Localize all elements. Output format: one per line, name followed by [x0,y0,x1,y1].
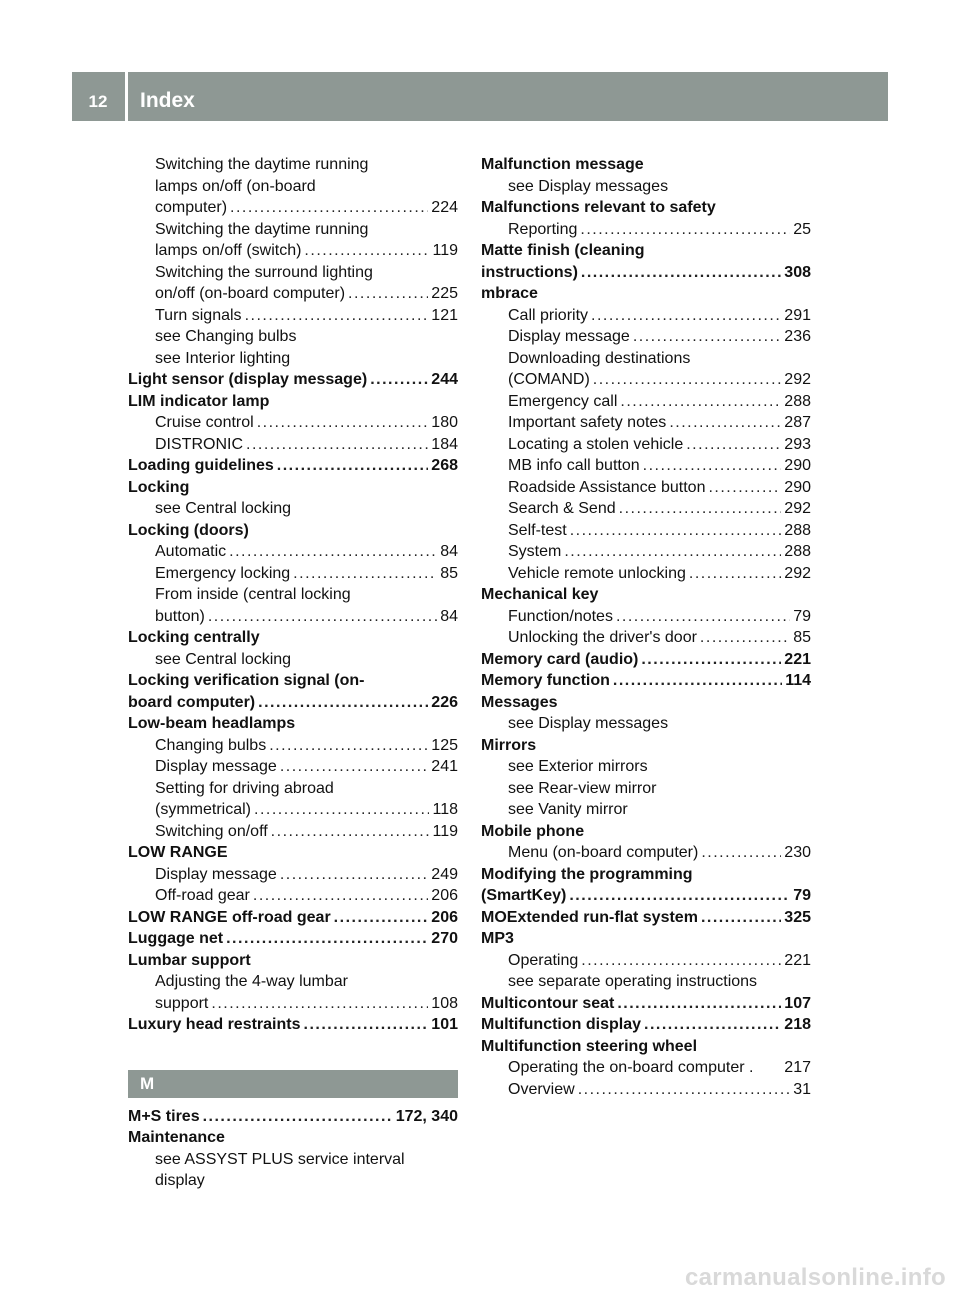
leader-dots [348,283,428,305]
entry-label: see separate operating instructions [508,973,758,990]
page-reference[interactable]: 249 [431,865,458,883]
index-heading [481,692,811,714]
page-reference[interactable]: 79 [793,607,811,625]
page-reference[interactable]: 241 [431,758,458,775]
leader-dots [258,692,428,714]
entry-label: Display message [155,865,277,883]
index-subentry [481,369,811,391]
leader-dots [633,326,781,348]
page-reference[interactable]: 218 [784,1016,811,1033]
entry-label: Search & Send [508,500,616,517]
index-subentry [481,842,811,864]
entry-label: Multicontour seat [481,994,615,1012]
index-heading [481,670,811,692]
index-subentry [128,176,458,198]
index-subentry [481,799,811,821]
index-subentry [481,563,811,585]
page-reference[interactable]: 325 [784,908,811,926]
leader-dots [280,756,428,778]
leader-dots [580,219,790,241]
entry-label: System [508,543,562,560]
page-reference[interactable]: 292 [784,500,811,517]
index-subentry [128,885,458,907]
leader-dots [617,993,781,1015]
index-heading [128,670,458,692]
entry-label: From inside (central locking [155,586,351,603]
page-reference[interactable]: 101 [431,1016,458,1033]
entry-label: M+S tires [128,1107,200,1125]
index-subentry [481,541,811,563]
leader-dots [269,735,428,757]
index-subentry [128,541,458,563]
entry-label: Unlocking the driver's door [508,629,697,646]
entry-label: see Rear-view mirror [508,779,657,797]
index-heading [128,1106,458,1128]
page-reference[interactable]: 172, 340 [395,1107,458,1125]
page-reference[interactable]: 308 [784,263,811,281]
entry-label: Operating the on-board computer . [508,1059,754,1076]
page-reference[interactable]: 268 [431,457,458,474]
entry-label: lamps on/off (on-board [155,177,316,195]
leader-dots [304,240,429,262]
page-reference[interactable]: 288 [784,392,811,410]
index-subentry [128,799,458,821]
section-letter-bar: M [128,1070,458,1098]
index-heading [128,1014,458,1036]
entry-label: Vehicle remote unlocking [508,564,686,582]
index-heading [481,154,811,176]
header-divider [125,72,128,121]
page-reference[interactable]: 293 [784,435,811,453]
index-subentry [128,154,458,176]
entry-label: Switching the surround lighting [155,263,373,281]
index-heading [128,907,458,929]
leader-dots [700,627,790,649]
entry-label: on/off (on-board computer) [155,285,346,302]
leader-dots [581,262,781,284]
entry-label: (symmetrical) [155,801,251,818]
entry-label: Mobile phone [481,822,585,840]
entry-label: see Display messages [508,177,669,195]
page-reference[interactable]: 25 [793,220,811,238]
entry-label: Downloading destinations [508,349,691,367]
page-reference[interactable]: 119 [432,822,458,840]
entry-label: see ASSYST PLUS service interval [155,1150,405,1168]
entry-label: MB info call button [508,457,640,474]
page-reference[interactable]: 221 [784,650,811,668]
index-heading [128,627,458,649]
index-subentry [128,864,458,886]
page-reference[interactable]: 288 [784,521,811,539]
page-reference[interactable]: 31 [793,1080,811,1098]
index-heading [481,1014,811,1036]
entry-label: Emergency call [508,392,618,410]
index-heading [128,455,458,477]
page-reference[interactable]: 226 [431,693,458,711]
index-heading [128,950,458,972]
entry-label: Locking centrally [128,629,260,646]
page-title: Index [140,89,195,112]
page-reference[interactable]: 125 [431,736,458,754]
index-heading [128,520,458,542]
entry-label: Switching on/off [155,822,268,840]
entry-label: computer) [155,199,228,216]
entry-label: board computer) [128,693,256,711]
leader-dots [619,498,782,520]
leader-dots [701,907,781,929]
entry-label: see Exterior mirrors [508,758,648,775]
index-heading [128,928,458,950]
entry-label: support [155,994,209,1012]
entry-label: DISTRONIC [155,435,243,453]
index-subentry [128,971,458,993]
index-subentry [128,735,458,757]
leader-dots [620,391,781,413]
index-subentry [128,305,458,327]
index-subentry [481,950,811,972]
leader-dots [226,928,428,950]
entry-label: Locating a stolen vehicle [508,435,684,453]
index-subentry [481,176,811,198]
page-reference[interactable]: 225 [431,285,458,302]
index-subentry [481,219,811,241]
index-subentry [128,326,458,348]
leader-dots [570,520,782,542]
entry-label: see Central locking [155,500,292,517]
entry-label: Call priority [508,306,589,324]
index-subentry [128,498,458,520]
entry-label: see Display messages [508,715,669,732]
leader-dots [591,305,781,327]
index-subentry [128,412,458,434]
entry-label: see Vanity mirror [508,801,628,818]
page-reference[interactable]: 206 [431,908,458,926]
leader-dots [644,1014,781,1036]
index-subentry [481,412,811,434]
entry-label: Operating [508,951,579,969]
page-reference[interactable]: 121 [431,306,458,324]
page-reference[interactable]: 118 [432,801,458,818]
index-subentry [128,348,458,370]
entry-label: Malfunction message [481,156,644,173]
page-reference[interactable]: 270 [431,930,458,947]
entry-label: Multifunction steering wheel [481,1037,698,1055]
index-subentry [481,1057,811,1079]
entry-label: Roadside Assistance button [508,478,706,496]
index-heading [481,821,811,843]
page-reference[interactable]: 291 [784,306,811,324]
leader-dots [230,197,428,219]
entry-label: Switching the daytime running [155,156,369,173]
leader-dots [701,842,781,864]
leader-dots [277,455,429,477]
page-reference[interactable]: 288 [784,543,811,560]
index-subentry [481,391,811,413]
page-reference[interactable]: 292 [784,371,811,388]
entry-label: LIM indicator lamp [128,392,270,410]
entry-label: see Central locking [155,650,292,668]
leader-dots [211,993,428,1015]
index-heading [128,842,458,864]
leader-dots [304,1014,429,1036]
entry-label: instructions) [481,263,578,281]
leader-dots [257,412,429,434]
page-reference[interactable]: 85 [440,564,458,582]
entry-label: LOW RANGE off-road gear [128,908,331,926]
leader-dots [253,885,428,907]
leader-dots [280,864,428,886]
leader-dots [293,563,437,585]
page-reference[interactable]: 180 [431,414,458,431]
leader-dots [208,606,437,628]
entry-label: Mirrors [481,736,537,754]
index-heading [481,928,811,950]
index-subentry [128,821,458,843]
entry-label: (COMAND) [508,371,590,388]
leader-dots [641,649,781,671]
entry-label: MP3 [481,930,514,947]
index-subentry [481,756,811,778]
index-heading [481,240,811,262]
index-subentry [128,584,458,606]
index-subentry [128,1170,458,1192]
index-subentry [128,240,458,262]
leader-dots [246,434,428,456]
index-heading [481,1036,811,1058]
leader-dots [613,670,782,692]
entry-label: Light sensor (display message) [128,371,368,388]
index-subentry [481,498,811,520]
page-reference[interactable]: 230 [784,844,811,861]
entry-label: Maintenance [128,1129,225,1146]
page-reference[interactable]: 114 [785,672,811,689]
entry-label: Automatic [155,543,227,560]
entry-label: see Changing bulbs [155,328,297,345]
index-subentry [481,348,811,370]
leader-dots [229,541,437,563]
entry-label: Setting for driving abroad [155,779,334,797]
page-number: 12 [88,92,108,111]
leader-dots [708,477,781,499]
leader-dots [370,369,428,391]
index-heading [481,584,811,606]
page-reference[interactable]: 85 [793,629,811,646]
index-subentry [128,756,458,778]
leader-dots [564,541,781,563]
leader-dots [616,606,790,628]
page-reference[interactable]: 217 [784,1059,811,1076]
entry-label: Messages [481,693,558,711]
index-subentry [128,649,458,671]
page-reference[interactable]: 206 [431,887,458,904]
index-list-l [128,154,458,1036]
index-list-m [128,1106,458,1192]
entry-label: LOW RANGE [128,844,228,861]
leader-dots [271,821,430,843]
watermark: carmanualsonline.info [684,1264,946,1291]
index-subentry [481,971,811,993]
entry-label: Locking verification signal (on- [128,672,365,689]
index-heading [128,391,458,413]
entry-label: Display message [155,758,277,775]
index-heading [481,262,811,284]
entry-label: Self-test [508,521,567,539]
page-reference[interactable]: 287 [784,414,811,431]
index-subentry [481,326,811,348]
index-subentry [128,219,458,241]
index-subentry [128,606,458,628]
leader-dots [689,563,781,585]
page-reference[interactable]: 236 [784,328,811,345]
index-subentry [481,434,811,456]
index-list-m-continued [481,154,811,1100]
index-heading [481,993,811,1015]
entry-label: Turn signals [155,306,242,324]
entry-label: Reporting [508,220,578,238]
index-column-left [128,154,458,1192]
index-subentry [481,778,811,800]
page-reference[interactable]: 290 [784,457,811,474]
index-subentry [128,1149,458,1171]
page-reference[interactable]: 290 [784,478,811,496]
entry-label: Low-beam headlamps [128,715,296,732]
page-reference[interactable]: 224 [431,199,458,216]
leader-dots [686,434,781,456]
index-heading [128,1127,458,1149]
page-reference[interactable]: 84 [440,543,458,560]
entry-label: Overview [508,1080,575,1098]
entry-label: Important safety notes [508,414,667,431]
index-subentry [481,305,811,327]
leader-dots [203,1106,393,1128]
index-heading [128,692,458,714]
entry-label: Emergency locking [155,564,291,582]
entry-label: Memory function [481,672,610,689]
index-subentry [481,520,811,542]
leader-dots [245,305,429,327]
entry-label: see Interior lighting [155,349,291,367]
index-heading [128,369,458,391]
entry-label: display [155,1172,205,1189]
index-column-right [481,154,811,1100]
entry-label: Cruise control [155,414,254,431]
index-subentry [481,455,811,477]
entry-label: Display message [508,328,630,345]
entry-label: Mechanical key [481,586,599,603]
index-subentry [481,1079,811,1101]
page-reference[interactable]: 119 [432,242,458,259]
entry-label: lamps on/off (switch) [155,242,302,259]
leader-dots [581,950,781,972]
leader-dots [334,907,429,929]
index-subentry [481,606,811,628]
leader-dots [578,1079,791,1101]
index-heading [481,735,811,757]
entry-label: button) [155,607,205,625]
index-subentry [128,434,458,456]
entry-label: Adjusting the 4-way lumbar [155,973,348,990]
entry-label: Matte finish (cleaning [481,242,645,259]
leader-dots [254,799,429,821]
index-subentry [128,993,458,1015]
index-heading [481,197,811,219]
page-reference[interactable]: 108 [431,994,458,1012]
entry-label: Multifunction display [481,1016,641,1033]
page-reference[interactable]: 244 [431,371,458,388]
index-heading [481,283,811,305]
index-heading [128,713,458,735]
entry-label: Loading guidelines [128,457,274,474]
entry-label: mbrace [481,285,538,302]
entry-label: Locking (doors) [128,521,249,539]
entry-label: Luxury head restraints [128,1016,301,1033]
index-subentry [481,627,811,649]
entry-label: Menu (on-board computer) [508,844,699,861]
index-heading [481,907,811,929]
entry-label: Locking [128,478,190,496]
entry-label: Switching the daytime running [155,220,369,238]
index-heading [128,477,458,499]
page-reference[interactable]: 107 [784,994,811,1012]
leader-dots [593,369,782,391]
page-reference[interactable]: 84 [440,607,458,625]
index-subentry [128,778,458,800]
page-reference[interactable]: 292 [784,564,811,582]
index-subentry [481,477,811,499]
index-subentry [128,283,458,305]
entry-label: Lumbar support [128,951,251,969]
page-reference[interactable]: 79 [793,887,811,904]
index-subentry [481,713,811,735]
leader-dots [643,455,782,477]
index-heading [481,885,811,907]
page-reference[interactable]: 184 [431,435,458,453]
entry-label: Changing bulbs [155,736,267,754]
entry-label: Memory card (audio) [481,650,639,668]
entry-label: MOExtended run-flat system [481,908,698,926]
index-subentry [128,197,458,219]
page-reference[interactable]: 221 [784,951,811,969]
leader-dots [669,412,781,434]
index-heading [481,649,811,671]
entry-label: (SmartKey) [481,887,567,904]
entry-label: Luggage net [128,930,224,947]
entry-label: Modifying the programming [481,865,693,883]
leader-dots [569,885,790,907]
index-subentry [128,563,458,585]
entry-label: Malfunctions relevant to safety [481,199,716,216]
entry-label: Off-road gear [155,887,250,904]
index-heading [481,864,811,886]
entry-label: Function/notes [508,607,613,625]
index-subentry [128,262,458,284]
